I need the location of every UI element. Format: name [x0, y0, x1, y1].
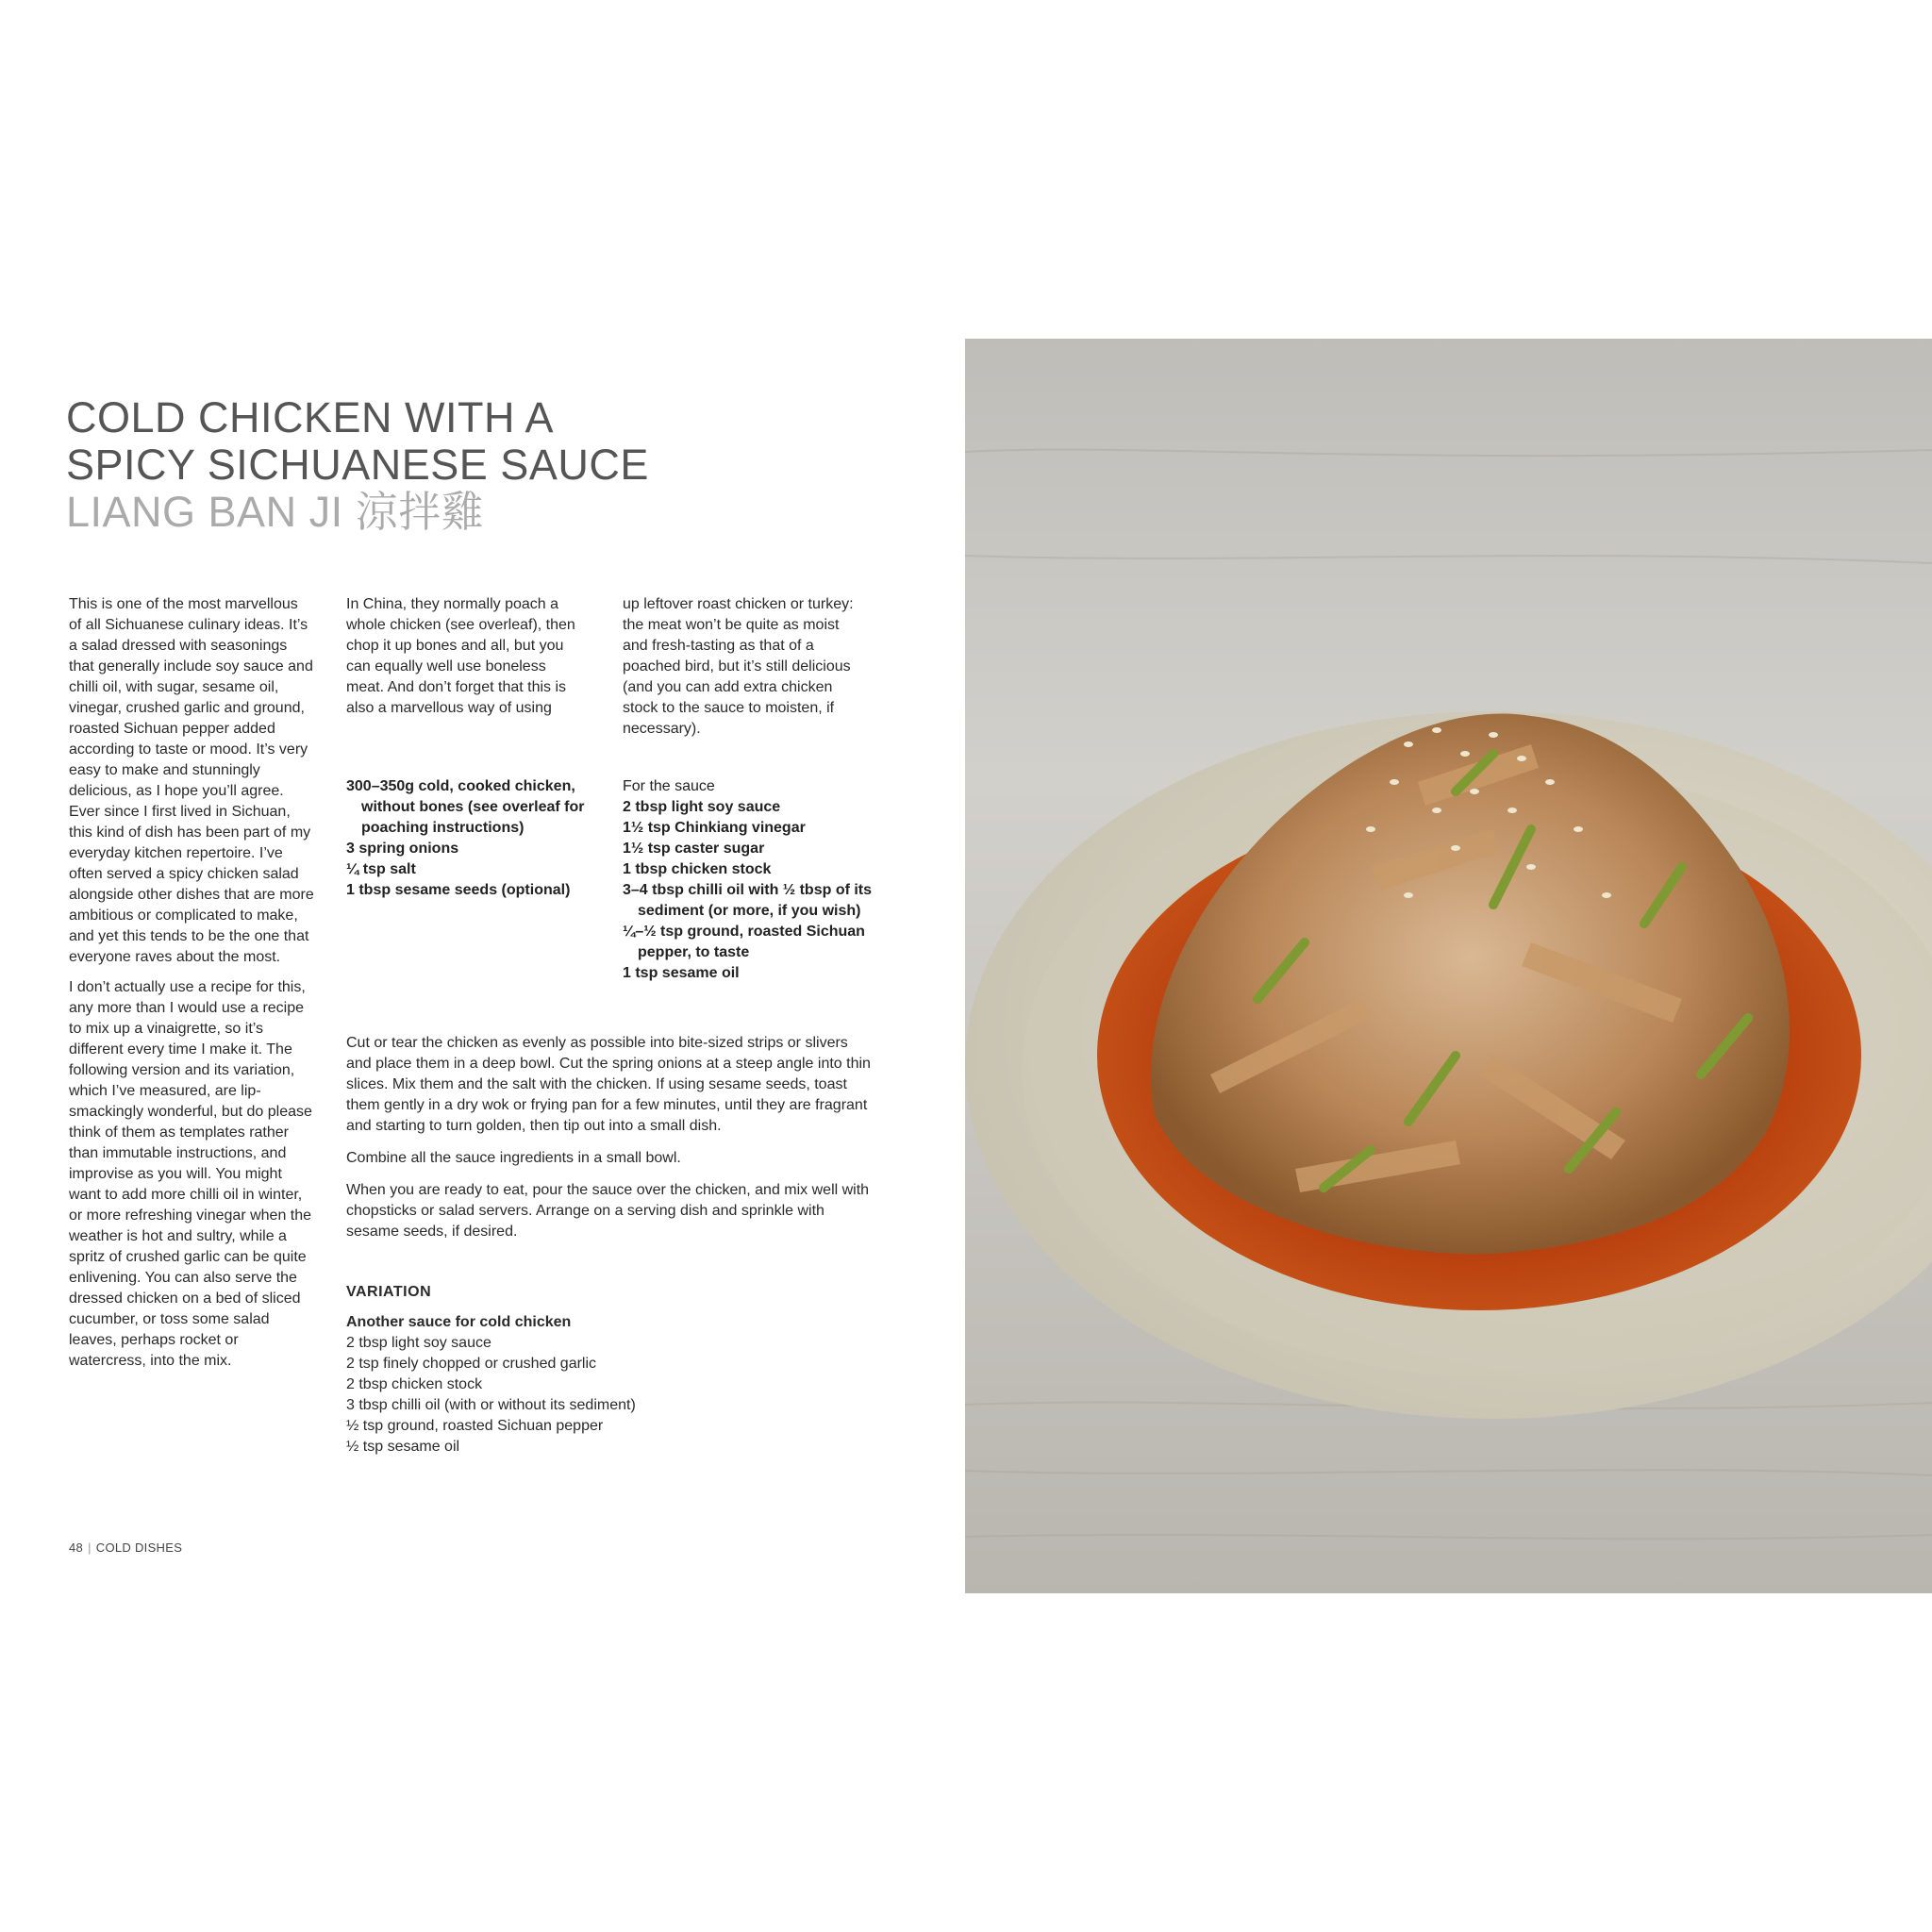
recipe-subtitle: LIANG BAN JI 涼拌雞	[66, 488, 485, 536]
variation-subheading: Another sauce for cold chicken	[346, 1314, 572, 1330]
intro-column-2	[346, 594, 577, 728]
ingredient-item: ¼ tsp salt	[346, 861, 416, 877]
sauce-item: 1 tsp sesame oil	[623, 965, 740, 981]
variation-section	[346, 1282, 874, 1457]
intro-paragraph-2: I don’t actually use a recipe for this, any more than I would use a recipe to mix up a vinaigrette, so it’s different every time I make it. The following version and its variation, which I’ve measured, are lip-smackingly wonderful, but do please think of them as templates rather than immutable instructions, and improvise as you will. You might want to add more chilli oil in winter, or more refreshing vinegar when the weather is hot and sultry, while a spritz of crushed garlic can be quite enlivening. You can also serve the dressed chicken on a bed of sliced cucumber, or toss some salad leaves, perhaps rocket or watercress, into the mix.	[69, 979, 312, 1369]
sauce-item: 1½ tsp caster sugar	[623, 841, 765, 857]
variation-item: 2 tbsp chicken stock	[346, 1376, 483, 1392]
ingredient-item: 3 spring onions	[346, 841, 459, 857]
variation-heading: VARIATION	[346, 1284, 432, 1300]
footer-separator: |	[88, 1541, 92, 1555]
page-number: 48	[69, 1541, 84, 1555]
recipe-title-line-2: SPICY SICHUANESE SAUCE	[66, 441, 649, 489]
sauce-item: 2 tbsp light soy sauce	[623, 799, 781, 815]
page-footer	[69, 1541, 182, 1555]
sauce-item: 3–4 tbsp chilli oil with ½ tbsp of its sediment (or more, if you wish)	[623, 882, 873, 919]
recipe-title-block	[66, 394, 915, 536]
ingredient-item: 1 tbsp sesame seeds (optional)	[346, 882, 571, 898]
method-step: Cut or tear the chicken as evenly as possible into bite-sized strips or slivers and place them in a deep bowl. Cut the spring onions at a steep angle into thin slices. Mix them and the salt with the chicken. If using sesame seeds, toast them gently in a dry wok or frying pan for a few minutes, until they are fragrant and starting to turn golden, then tip out into a small dish.	[346, 1035, 871, 1134]
variation-item: 2 tsp finely chopped or crushed garlic	[346, 1356, 597, 1372]
recipe-title-line-1: COLD CHICKEN WITH A	[66, 393, 555, 441]
ingredients-list	[346, 776, 591, 901]
sauce-ingredients	[623, 776, 877, 984]
sauce-item: 1 tbsp chicken stock	[623, 861, 772, 877]
method-section	[346, 1033, 874, 1254]
intro-paragraph-3: In China, they normally poach a whole chicken (see overleaf), then chop it up bones and all, but you can equally well use boneless meat. And don’t forget that this is also a marvellous way of using	[346, 596, 575, 716]
method-step: When you are ready to eat, pour the sauce over the chicken, and mix well with chopsticks or salad servers. Arrange on a serving dish and sprinkle with sesame seeds, if desired.	[346, 1182, 870, 1240]
intro-column-1	[69, 594, 314, 1381]
dish-photo	[965, 339, 1932, 1593]
variation-item: 3 tbsp chilli oil (with or without its sediment)	[346, 1397, 636, 1413]
variation-item: ½ tsp ground, roasted Sichuan pepper	[346, 1418, 604, 1434]
intro-column-3	[623, 594, 863, 749]
dish-photo-illustration	[965, 339, 1932, 1593]
ingredient-item: 300–350g cold, cooked chicken, without bones (see overleaf for poaching instructions)	[346, 778, 585, 836]
method-step: Combine all the sauce ingredients in a small bowl.	[346, 1150, 681, 1166]
intro-paragraph-1: This is one of the most marvellous of all Sichuanese culinary ideas. It’s a salad dressed with seasonings that generally include soy sauce and chilli oil, with sugar, sesame oil, vinegar, crushed garlic and ground, roasted Sichuan pepper added according to taste or mood. It’s very easy to make and stunningly delicious, as I hope you’ll agree. Ever since I first lived in Sichuan, this kind of dish has been part of my everyday kitchen repertoire. I’ve often served a spicy chicken salad alongside other dishes that are more ambitious or complicated to make, and yet this tends to be the one that everyone raves about the most.	[69, 596, 314, 965]
variation-item: 2 tbsp light soy sauce	[346, 1335, 491, 1351]
sauce-heading: For the sauce	[623, 778, 715, 794]
variation-item: ½ tsp sesame oil	[346, 1439, 460, 1455]
intro-paragraph-4: up leftover roast chicken or turkey: the meat won’t be quite as moist and fresh-tasting as that of a poached bird, but it’s still delicious (and you can add extra chicken stock to the sauce to moisten, if necessary).	[623, 596, 854, 737]
sauce-item: ¼–½ tsp ground, roasted Sichuan pepper, to taste	[623, 924, 865, 960]
section-name: COLD DISHES	[95, 1541, 183, 1555]
sauce-item: 1½ tsp Chinkiang vinegar	[623, 820, 806, 836]
